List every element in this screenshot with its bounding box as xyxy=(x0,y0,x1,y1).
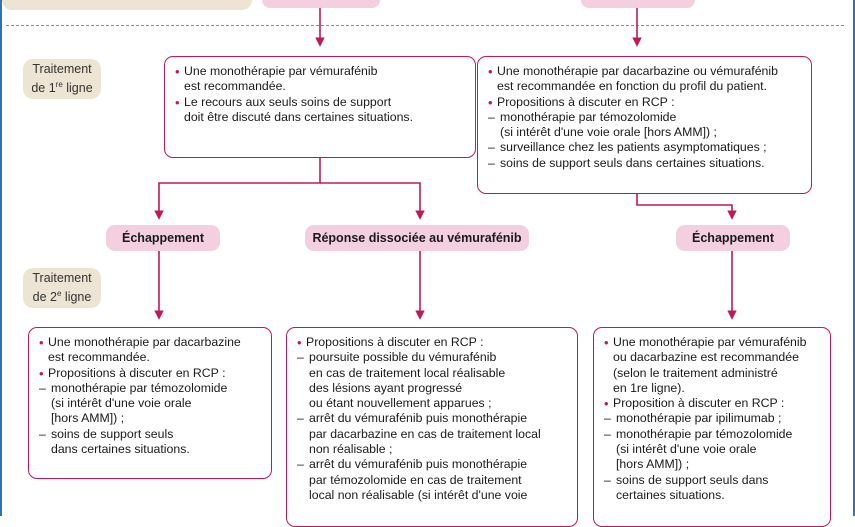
item-text: Proposition à discuter en RCP : xyxy=(613,396,785,411)
dash-marker: – xyxy=(39,426,46,441)
dash-item xyxy=(604,427,822,473)
dash-marker: – xyxy=(297,411,304,426)
item-text: surveillance chez les patients asymptomatiques ; xyxy=(500,140,767,155)
connector-split-left xyxy=(159,157,320,218)
box-second-line-vemurafenib-or-dacarbazine xyxy=(593,327,831,527)
item-text: arrêt du vémurafénib puis monothérapie par témozolomide en cas de traitement local non réalisable (si intérêt d'une voie xyxy=(309,457,528,502)
box-second-line-reponse-dissociee xyxy=(286,327,578,527)
bullet-icon: • xyxy=(604,396,609,412)
bullet-icon: • xyxy=(175,64,180,79)
row-label-first-line1: Traitement xyxy=(32,62,92,77)
pill-echappement-right: Échappement xyxy=(676,225,790,251)
dash-item xyxy=(39,427,263,458)
bullet-item xyxy=(297,335,569,350)
bullet-icon: • xyxy=(488,64,493,79)
dash-marker: – xyxy=(604,426,611,441)
dash-item xyxy=(604,473,822,504)
box-first-line-dacarbazine xyxy=(477,56,812,194)
dash-item xyxy=(297,411,569,457)
row-label-first-line2: de 1re ligne xyxy=(31,80,93,96)
dash-item xyxy=(488,110,803,141)
bullet-icon: • xyxy=(39,365,44,381)
pill-echappement-left: Échappement xyxy=(106,225,220,251)
item-text: Le recours aux seuls soins de support doit être discuté dans certaines situations. xyxy=(184,94,413,124)
box-second-line-dacarbazine xyxy=(28,327,272,479)
bullet-item xyxy=(175,64,467,95)
dash-marker: – xyxy=(488,155,495,170)
bullet-item xyxy=(488,64,803,95)
item-text: soins de support seuls dans certaines situations. xyxy=(51,426,190,457)
connector-right-column xyxy=(637,193,732,218)
item-text: poursuite possible du vémurafénib en cas de traitement local réalisable des lésions ayant progressé ou étant nouvellement apparues ; xyxy=(309,350,506,411)
row-label-second-line1: Traitement xyxy=(32,271,92,286)
item-text: monothérapie par témozolomide (si intérêt d'une voie orale [hors AMM]) ; xyxy=(500,109,717,140)
bullet-item xyxy=(39,335,263,366)
pill-reponse-dissociee: Réponse dissociée au vémurafénib xyxy=(305,225,529,251)
bullet-icon: • xyxy=(488,94,493,110)
item-text: Propositions à discuter en RCP : xyxy=(306,335,484,349)
dash-marker: – xyxy=(297,457,304,472)
dash-item xyxy=(297,350,569,411)
dash-item xyxy=(488,140,803,155)
dash-item xyxy=(297,457,569,503)
dash-item xyxy=(39,381,263,427)
bullet-item xyxy=(604,335,822,396)
dash-marker: – xyxy=(39,380,46,395)
dash-marker: – xyxy=(488,109,495,124)
bullet-item xyxy=(175,95,467,126)
dash-marker: – xyxy=(297,350,304,365)
dash-marker: – xyxy=(604,472,611,487)
bullet-icon: • xyxy=(604,335,609,350)
item-text: monothérapie par témozolomide (si intérêt d'une voie orale [hors AMM]) ; xyxy=(616,426,793,472)
item-text: arrêt du vémurafénib puis monothérapie par dacarbazine en cas de traitement local non réalisable ; xyxy=(309,411,541,457)
bullet-item xyxy=(604,396,822,411)
item-text: soins de support seuls dans certaines situations. xyxy=(616,472,769,502)
item-text: Propositions à discuter en RCP : xyxy=(497,94,675,109)
item-text: Une monothérapie par dacarbazine est recommandée. xyxy=(48,335,241,365)
dash-item xyxy=(488,156,803,171)
item-text: Une monothérapie par dacarbazine ou vémurafénib est recommandée en fonction du profil du patient. xyxy=(497,64,778,94)
row-label-second-line2: de 2e ligne xyxy=(32,289,92,305)
item-text: Propositions à discuter en RCP : xyxy=(48,365,226,380)
box-first-line-vemurafenib xyxy=(164,56,476,158)
item-text: monothérapie par témozolomide (si intérêt d'une voie orale [hors AMM]) ; xyxy=(51,380,228,426)
item-text: Une monothérapie par vémurafénib ou dacarbazine est recommandée (selon le traitement administré en 1re ligne). xyxy=(613,335,807,395)
bullet-item xyxy=(488,95,803,110)
dash-item xyxy=(604,411,822,426)
bullet-icon: • xyxy=(39,335,44,350)
bullet-icon: • xyxy=(297,335,302,350)
bullet-item xyxy=(39,366,263,381)
item-text: monothérapie par ipilimumab ; xyxy=(616,411,782,426)
connector-split-right xyxy=(320,183,420,218)
dash-marker: – xyxy=(604,411,611,426)
item-text: Une monothérapie par vémurafénib est recommandée. xyxy=(184,64,378,94)
bullet-icon: • xyxy=(175,94,180,110)
dash-marker: – xyxy=(488,140,495,155)
item-text: soins de support seuls dans certaines situations. xyxy=(500,155,765,170)
